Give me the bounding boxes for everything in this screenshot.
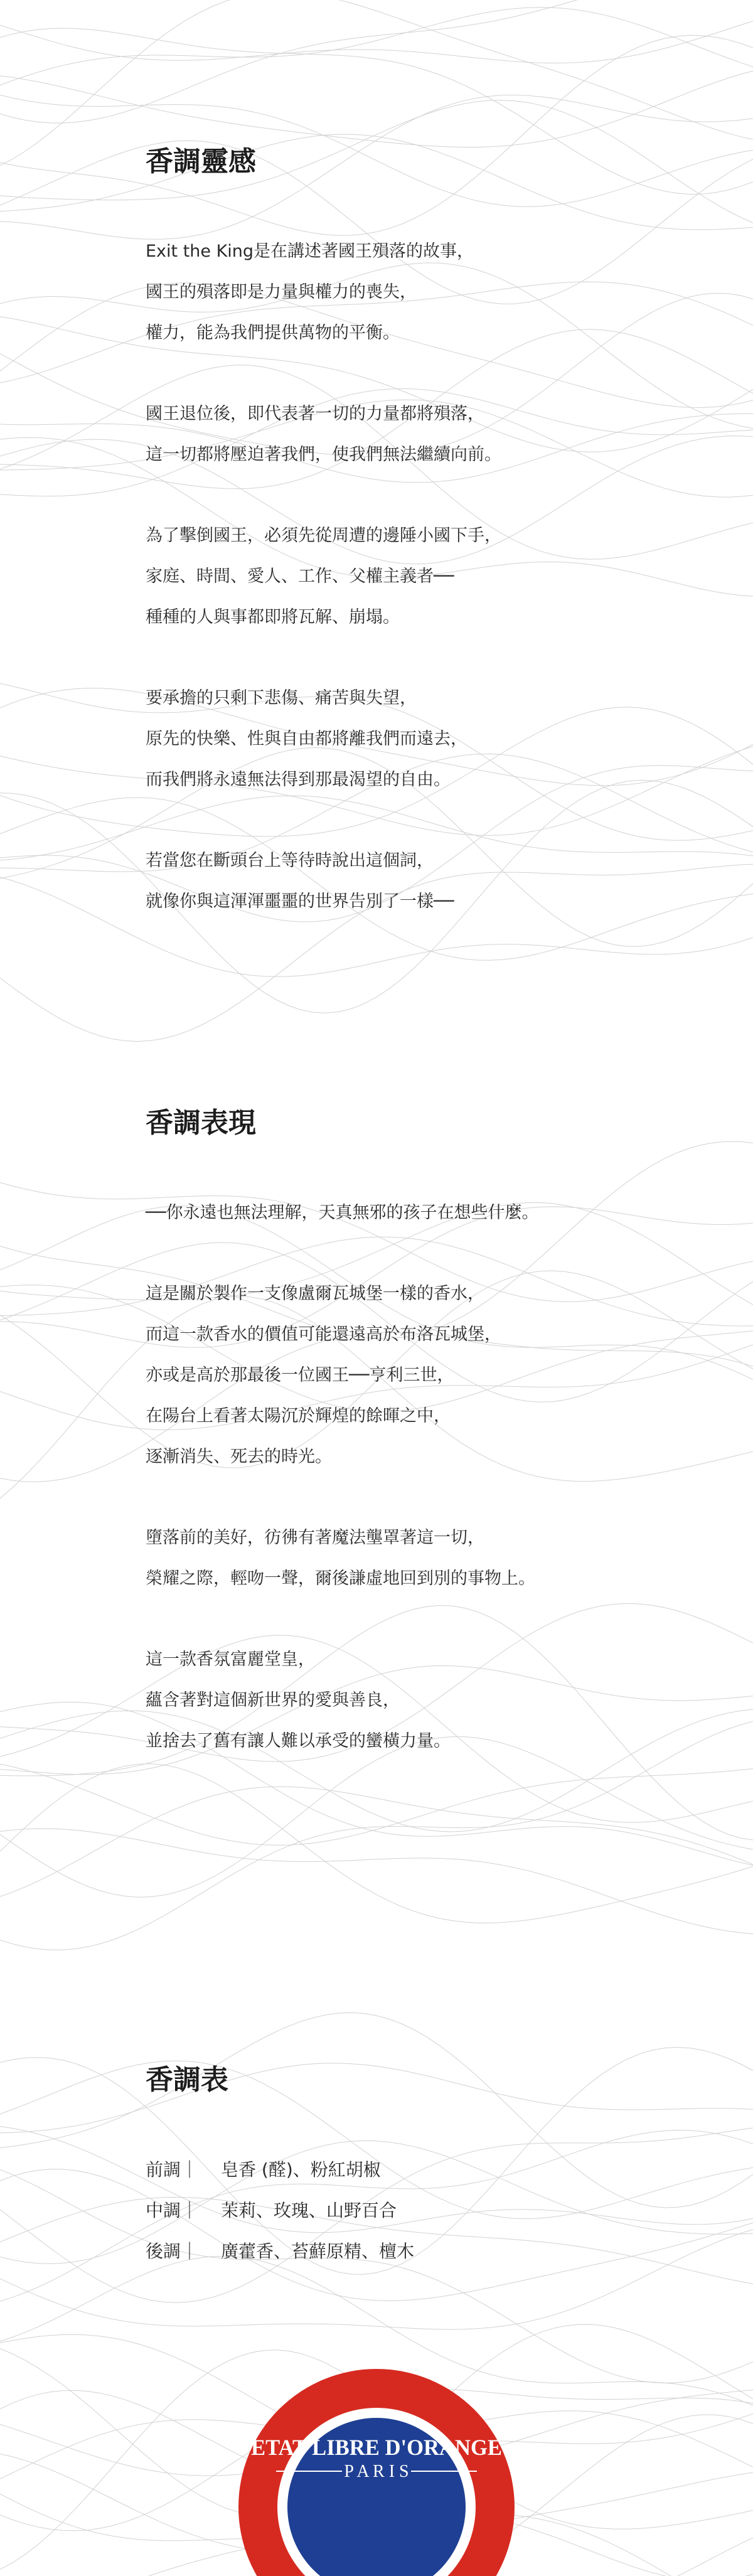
text-line: 這一款香氛富麗堂皇， xyxy=(146,1650,315,1669)
text-line: 家庭、時間、愛人、工作、父權主義者── xyxy=(146,567,454,586)
top-notes-label: 前調｜ xyxy=(146,2159,199,2180)
text-line: 榮耀之際，輕吻一聲，爾後謙虛地回到別的事物上。 xyxy=(146,1569,535,1588)
paragraph xyxy=(146,678,648,800)
text-line: 亦或是高於那最後一位國王──亨利三世， xyxy=(146,1365,454,1385)
middle-notes-value: 茉莉、玫瑰、山野百合 xyxy=(221,2200,397,2221)
notes-section xyxy=(146,2061,648,2272)
wave-line xyxy=(0,17,753,63)
text-line: 原先的快樂、性與自由都將離我們而遠去， xyxy=(146,729,467,749)
text-line: 逐漸消失、死去的時光。 xyxy=(146,1447,332,1467)
base-notes-row xyxy=(146,2231,648,2272)
wave-line xyxy=(0,1829,753,1935)
paragraph xyxy=(146,1639,648,1761)
inspiration-section xyxy=(146,143,648,962)
text-line: 而我們將永遠無法得到那最渴望的自由。 xyxy=(146,770,451,789)
text-line: 蘊含著對這個新世界的愛與善良， xyxy=(146,1691,400,1710)
expression-body xyxy=(146,1192,648,1761)
expression-section xyxy=(146,1104,648,1802)
paragraph xyxy=(146,231,648,353)
wave-line xyxy=(0,68,753,147)
text-line: 若當您在斷頭台上等待時說出這個詞， xyxy=(146,851,434,870)
text-line: 要承擔的只剩下悲傷、痛苦與失望， xyxy=(146,688,417,708)
brand-logo xyxy=(238,2369,515,2576)
text-line: Exit the King是在講述著國王殞落的故事， xyxy=(146,242,474,261)
notes-heading: 香調表 xyxy=(146,2064,228,2096)
logo-brand-text: ETAT LIBRE D'ORANGE xyxy=(251,2435,502,2460)
inspiration-heading: 香調靈感 xyxy=(146,146,256,178)
text-line: 國王退位後，即代表著一切的力量都將殞落， xyxy=(146,404,484,424)
middle-notes-row xyxy=(146,2190,648,2231)
text-line: 墮落前的美好，彷彿有著魔法壟罩著這一切， xyxy=(146,1528,484,1547)
paragraph xyxy=(146,1192,648,1233)
base-notes-label: 後調｜ xyxy=(146,2241,199,2262)
base-notes-value: 廣藿香、苔蘚原精、檀木 xyxy=(221,2241,415,2262)
paragraph xyxy=(146,1273,648,1477)
paragraph xyxy=(146,1517,648,1599)
wave-line xyxy=(0,1787,753,1900)
expression-heading: 香調表現 xyxy=(146,1107,256,1139)
text-line: 權力，能為我們提供萬物的平衡。 xyxy=(146,323,400,343)
paragraph xyxy=(146,393,648,475)
text-line: 而這一款香水的價值可能還遠高於布洛瓦城堡， xyxy=(146,1325,501,1344)
text-line: 為了擊倒國王，必須先從周遭的邊陲小國下手， xyxy=(146,526,501,545)
top-notes-row xyxy=(146,2149,648,2190)
wave-line xyxy=(0,0,753,123)
paragraph xyxy=(146,840,648,922)
logo-city-text: P A R I S xyxy=(344,2462,409,2481)
text-line: ──你永遠也無法理解，天真無邪的孩子在想些什麼。 xyxy=(146,1203,539,1222)
text-line: 並捨去了舊有讓人難以承受的蠻橫力量。 xyxy=(146,1731,451,1751)
paragraph xyxy=(146,515,648,638)
top-notes-value: 皂香 (醛)、粉紅胡椒 xyxy=(221,2159,381,2180)
text-line: 國王的殞落即是力量與權力的喪失， xyxy=(146,282,417,302)
text-line: 在陽台上看著太陽沉於輝煌的餘暉之中， xyxy=(146,1406,451,1426)
notes-table xyxy=(146,2149,648,2272)
text-line: 這是關於製作一支像盧爾瓦城堡一樣的香水， xyxy=(146,1284,484,1303)
text-line: 種種的人與事都即將瓦解、崩塌。 xyxy=(146,607,400,627)
text-line: 就像你與這渾渾噩噩的世界告別了一樣── xyxy=(146,892,454,911)
inspiration-body xyxy=(146,231,648,922)
text-line: 這一切都將壓迫著我們，使我們無法繼續向前。 xyxy=(146,445,501,464)
middle-notes-label: 中調｜ xyxy=(146,2200,199,2221)
